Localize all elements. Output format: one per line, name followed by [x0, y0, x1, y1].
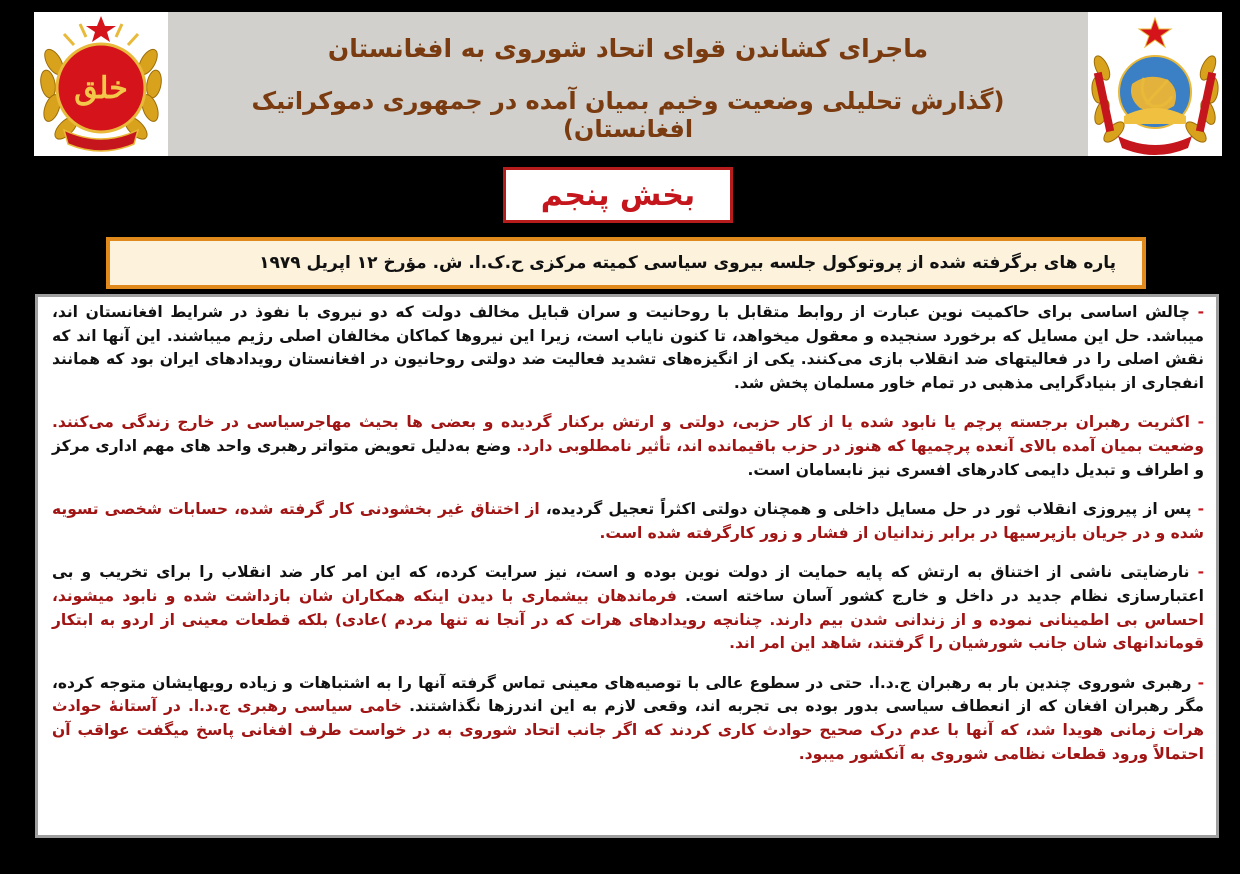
- paragraph-dash: -: [1197, 673, 1204, 692]
- paragraph-highlight-text: اکثریت رهبران برجسته پرچم یا نابود شده یا از کار حزبی، دولتی و ارتش برکنار گردیده و بعضی ها بحیث مهاجرسیاسی در خارج زندگی می‌کنند. وضعیت بمیان آمده بالای آنعده پرچمیها که هنوز در حزب باقیمانده اند، تأثیر نامطلوبی دارد.: [52, 413, 1204, 455]
- paragraph-dash: -: [1197, 563, 1204, 582]
- title-block: [184, 12, 1072, 156]
- paragraph-dash: -: [1197, 413, 1204, 432]
- paragraph-3: [52, 498, 1204, 545]
- header-banner: [34, 12, 1222, 156]
- paragraph-highlight-text: خامی سیاسی رهبری ج.د.ا. در آستانهٔ حوادث هرات زمانی هویدا شد، که آنها با عدم درک صحیح حوادث کاری کردند که اگر جانب اتحاد شوروی به در خواست طرف افغانی پاسخ میگفت عواقب آن احتمالاً ورود قطعات نظامی شوروی به آنکشور میبود.: [52, 697, 1204, 763]
- paragraph-highlight-text: از اختناق غیر بخشودنی کار گرفته شده، حسابات شخصی تسویه شده و در جریان بازپرسیها در برابر زندانیان از فشار و زور کارگرفته شده است.: [52, 500, 1204, 542]
- protocol-caption-box: [106, 237, 1146, 289]
- paragraph-4: [52, 561, 1204, 655]
- paragraph-dash: -: [1197, 500, 1204, 519]
- page-title: ماجرای کشاندن قوای اتحاد شوروی به افغانستان: [327, 34, 929, 63]
- paragraph-text: وضع به‌دلیل تعویض متواتر رهبری واحد های مهم اداری مرکز و اطراف و تبدیل دایمی کادرهای افسری نیز نابسامان است.: [52, 436, 1204, 479]
- document-body: [35, 294, 1219, 838]
- paragraph-1: [52, 301, 1204, 395]
- paragraph-text: چالش اساسی برای حاکمیت نوین عبارت از روابط متقابل با روحانیت و سران قبایل مخالف دولت که دو نیروی با نفوذ در شرایط افغانستان اند، میباشد. حل این مسایل که برخورد سنجیده و معقول میخواهد، تا کنون نایاب است، زیرا این نیروها کماکان مخالفان اصلی رژیم میباشند. این آنها اند که نقش اصلی را در فعالیتهای ضد انقلاب بازی می‌کنند. یکی از انگیزه‌های تشدید فعالیت ضد دولتی روحانیون در افغانستان رویدادهای ایران بود که همانند انفجاری از بنیادگرایی مذهبی در تمام خاور مسلمان پخش شد.: [52, 303, 1204, 392]
- paragraph-text: نارضایتی ناشی از اختناق به ارتش که پایه حمایت از دولت نوین بوده و است، نیز سرایت کرده، که این امر کار ضد انقلاب را برای تخریب و بی اعتبارسازی نظام جدید در داخل و خارج کشور آسان ساخته است.: [52, 563, 1204, 605]
- paragraph-text: رهبری شوروی چندین بار به رهبران ج.د.ا. حتی در سطوع عالی با توصیه‌های معینی تماس گرفته آنها را به اشتباهات و زیاده رویهایشان متوجه کرده، مگر رهبران افغان که از انعطاف سیاسی بدور بوده بی تجربه اند، وقعی لازم به این اندرزها نگذاشتند.: [52, 673, 1205, 716]
- paragraph-highlight-text: فرماندهان بیشماری با دیدن اینکه همکاران شان بازداشت شده و نابود میشوند، احساس بی اطمینانی نموده و از زندانی شدن بیم دارند. چنانچه رویدادهای هرات که در آنجا نه تنها مردم )عادی) بلکه قطعات معینی از اردو به ابتکار قوماندانهای شان جانب شورشیان را گرفتند، شاهد این امر اند.: [52, 586, 1204, 653]
- paragraph-text: پس از پیروزی انقلاب ثور در حل مسایل داخلی و همچنان دولتی اکثراً تعجیل گردیده،: [545, 500, 1198, 519]
- soviet-emblem-icon: [1088, 12, 1222, 156]
- section-label-box: [503, 167, 733, 223]
- paragraph-dash: -: [1197, 303, 1204, 321]
- paragraph-5: [52, 672, 1204, 766]
- page-subtitle: (گذارش تحلیلی وضعیت وخیم بمیان آمده در جمهوری دموکراتیک افغانستان): [251, 87, 1005, 143]
- section-label: بخش پنجم: [540, 177, 696, 213]
- khalq-party-emblem-icon: [34, 12, 168, 156]
- protocol-caption: پاره های برگرفته شده از پروتوکول جلسه بیروی سیاسی کمیته مرکزی ح.ک.ا. ش. مؤرخ ۱۲ اپریل ۱۹۷۹: [259, 253, 1116, 273]
- paragraph-2: [52, 411, 1204, 482]
- emblem-text: خلق: [74, 71, 128, 106]
